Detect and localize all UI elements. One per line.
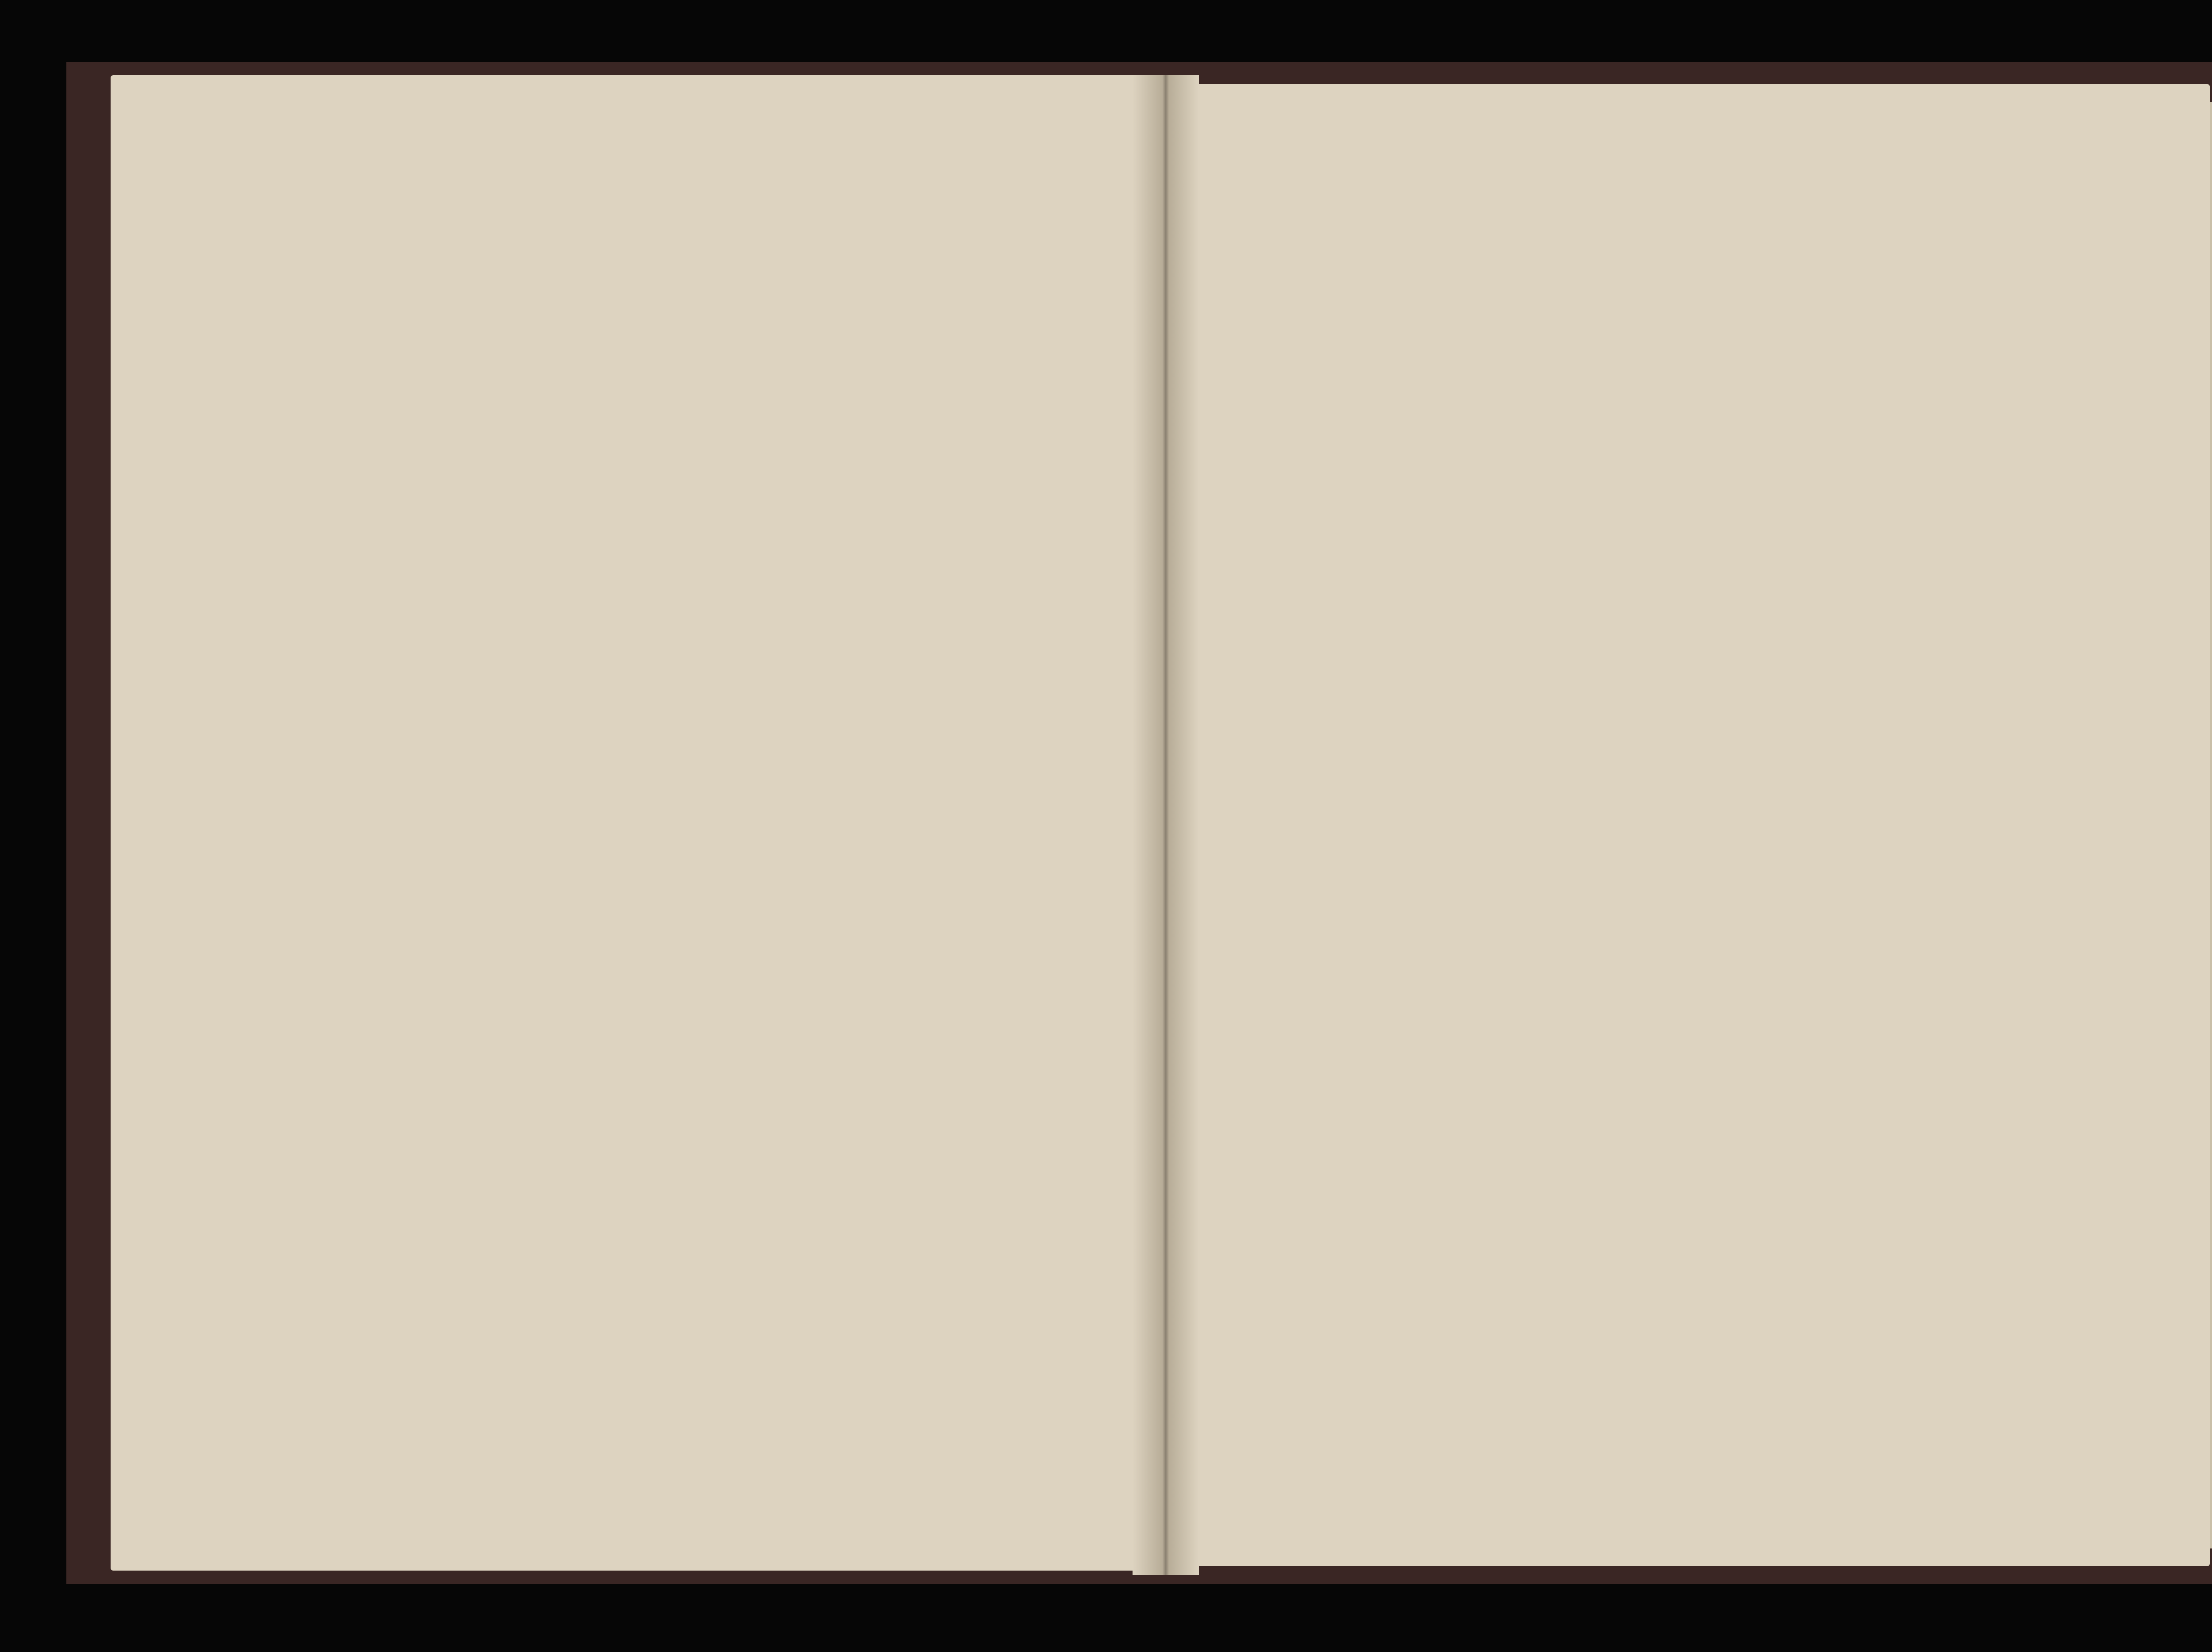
page-edges (2210, 102, 2212, 1548)
col-header-list-knigi (1801, 265, 1829, 372)
right-page (1172, 84, 2210, 1566)
book-gutter (1133, 75, 1199, 1575)
left-page (111, 75, 1159, 1571)
